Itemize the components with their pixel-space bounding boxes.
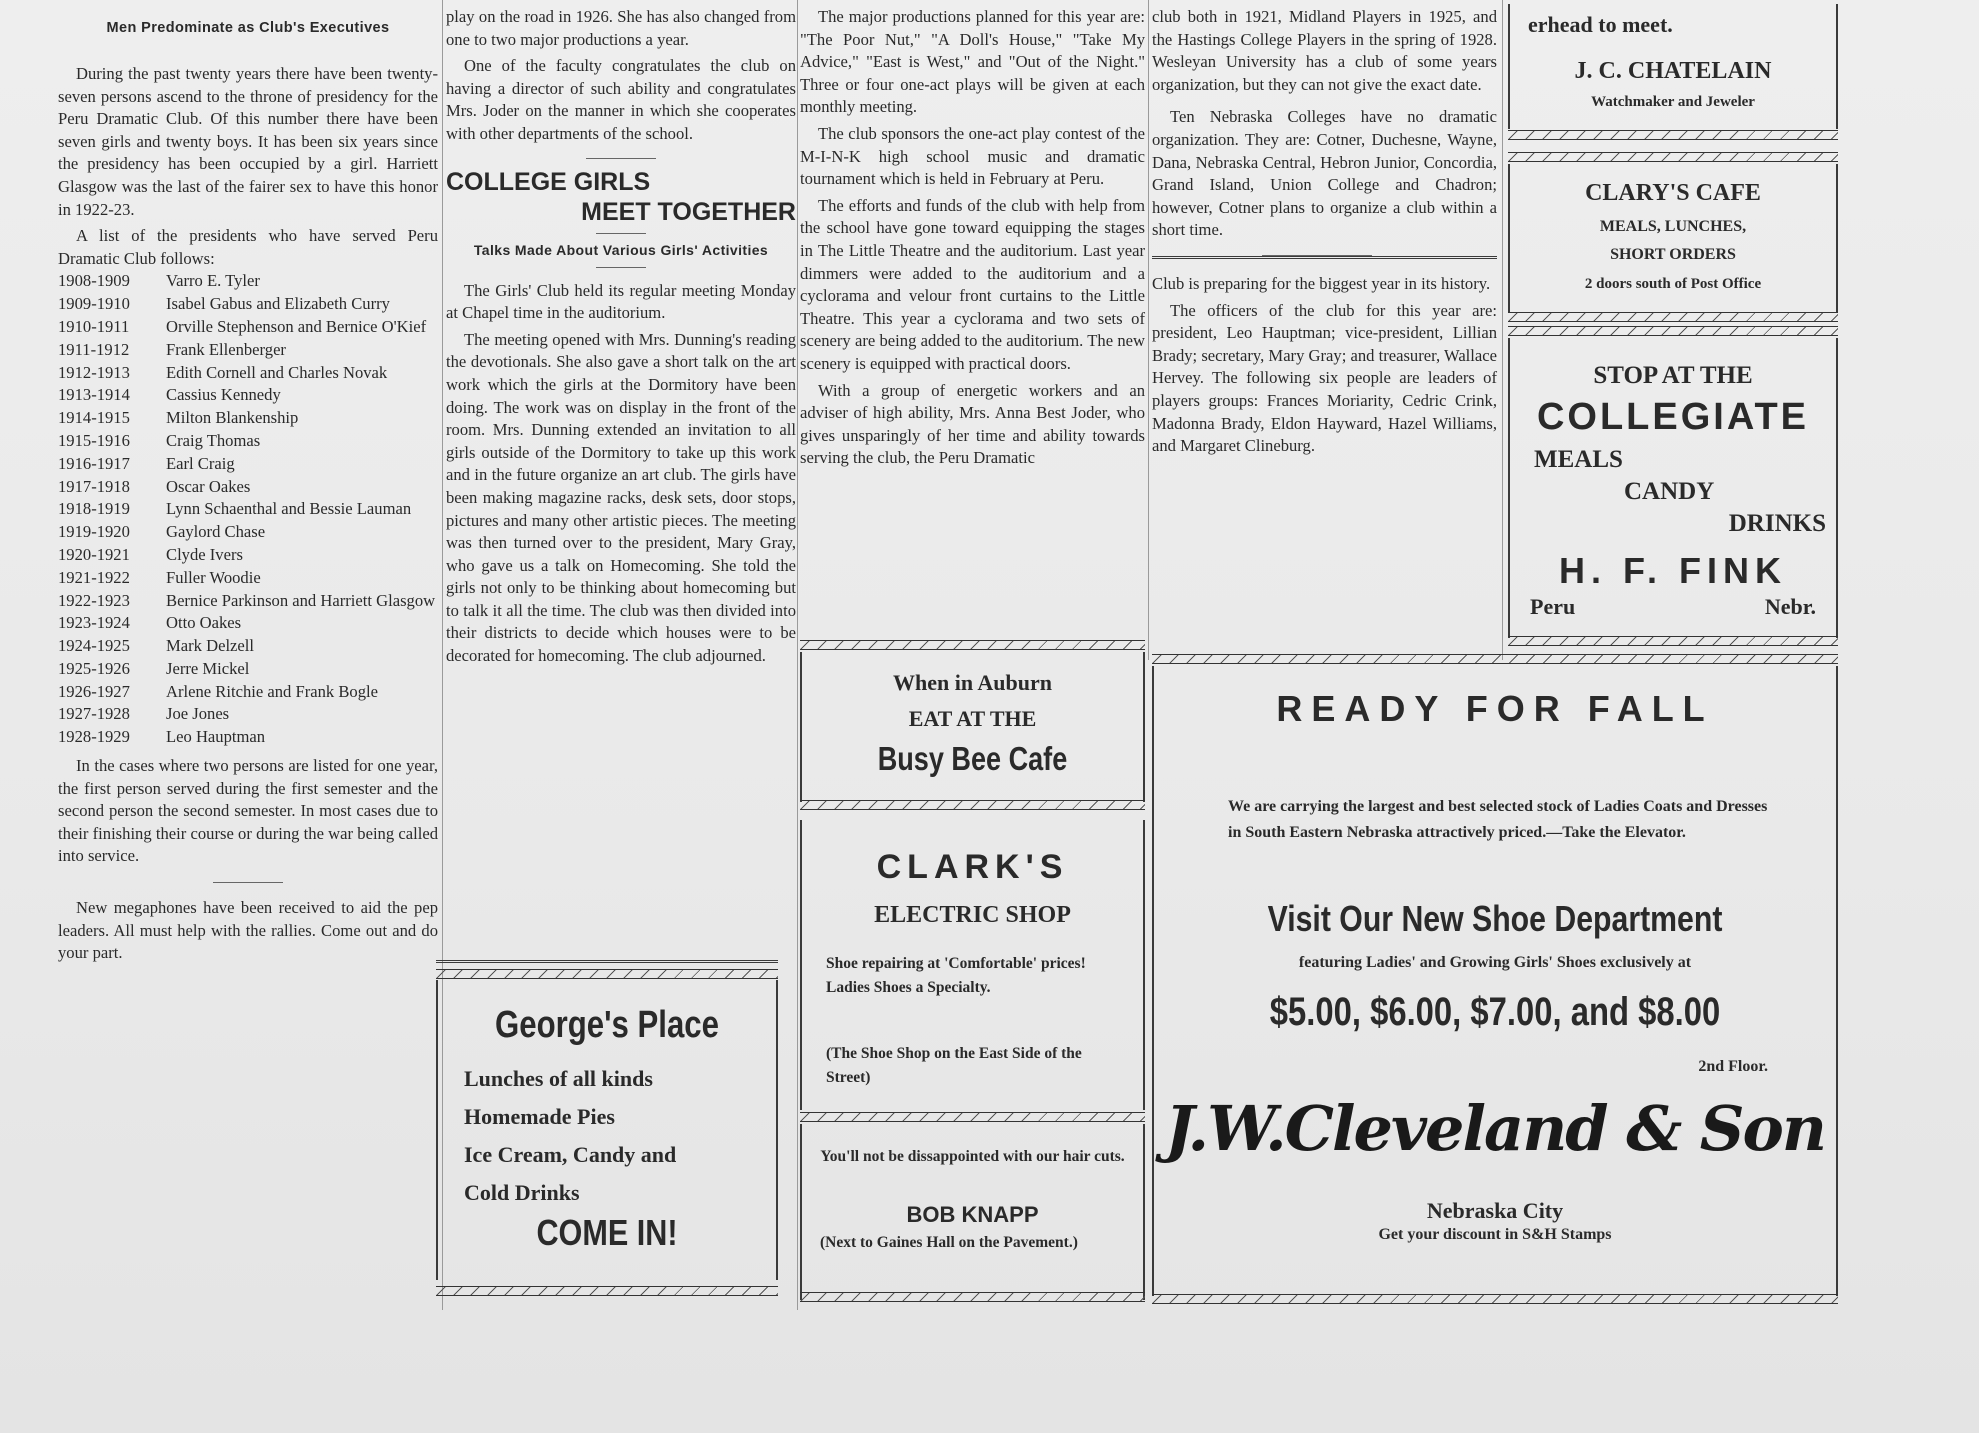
- article-paragraph: Ten Nebraska Colleges have no dramatic organization. They are: Cotner, Duchesne, Wayne, Dana, Nebraska Central, Hebron Junior, Concordia, Grand Island, Union College and Chadron; however, Cotner plans to organize a club within a short time.: [1152, 107, 1497, 240]
- president-name: Varro E. Tyler: [166, 271, 260, 291]
- ad-line: STOP AT THE: [1593, 362, 1753, 389]
- ad-chatelain: [1508, 4, 1838, 139]
- president-name: Orville Stephenson and Bernice O'Kief: [166, 316, 427, 336]
- president-year: 1908-1909: [58, 271, 130, 291]
- president-row: [58, 703, 438, 726]
- president-name: Arlene Ritchie and Frank Bogle: [166, 681, 378, 701]
- article-headline: Men Predominate as Club's Executives: [106, 20, 390, 36]
- ad-border-ornament: [1152, 1294, 1838, 1304]
- president-row: [58, 316, 438, 339]
- ad-name: J. C. CHATELAIN: [1574, 58, 1772, 84]
- article-paragraph: With a group of energetic workers and an adviser of high ability, Mrs. Anna Best Joder, who gives unsparingly of her time and ability towards serving the club, the Peru Dramatic: [800, 380, 1145, 468]
- president-name: Oscar Oakes: [166, 476, 251, 496]
- president-year: 1921-1922: [58, 567, 130, 587]
- column-rule: [797, 0, 798, 1310]
- ad-city: Nebraska City: [1426, 1198, 1564, 1223]
- ad-prices: $5.00, $6.00, $7.00, and $8.00: [1269, 990, 1721, 1034]
- ad-line: CANDY: [1624, 478, 1715, 505]
- president-year: 1919-1920: [58, 522, 130, 542]
- article-paragraph: A list of the presidents who have served Peru Dramatic Club follows:: [58, 226, 438, 268]
- column-4: [1152, 6, 1497, 458]
- ad-border-ornament: [436, 1286, 778, 1296]
- president-year: 1924-1925: [58, 636, 130, 656]
- ad-floor: 2nd Floor.: [1698, 1058, 1768, 1075]
- ad-headline: READY FOR FALL: [1276, 688, 1714, 729]
- president-year: 1923-1924: [58, 613, 130, 633]
- president-year: 1909-1910: [58, 294, 130, 314]
- ad-line: EAT AT THE: [908, 706, 1037, 731]
- ad-title: CLARK'S: [876, 848, 1069, 886]
- president-year: 1927-1928: [58, 704, 130, 724]
- ad-busy-bee: [800, 640, 1145, 815]
- ad-border-ornament: [1152, 654, 1838, 664]
- ad-border-ornament: [1508, 312, 1838, 322]
- article-paragraph: The club sponsors the one-act play contest of the M-I-N-K high school music and dramatic tournament which is held in February at Peru.: [800, 123, 1145, 189]
- ad-name: H. F. FINK: [1559, 550, 1787, 591]
- ad-line: 2 doors south of Post Office: [1584, 276, 1762, 292]
- ad-line: When in Auburn: [893, 670, 1052, 695]
- ad-title: George's Place: [495, 1004, 719, 1046]
- ad-title: COLLEGIATE: [1536, 396, 1810, 438]
- president-name: Leo Hauptman: [166, 727, 266, 747]
- column-rule: [1148, 0, 1149, 660]
- ad-logo: J.W.Cleveland & Son: [1165, 1092, 1825, 1165]
- divider: [586, 158, 656, 159]
- article-paragraph: play on the road in 1926. She has also changed from one to two major productions a year.: [446, 7, 796, 49]
- ad-line: DRINKS: [1728, 510, 1826, 537]
- article-paragraph: The major productions planned for this year are: "The Poor Nut," "A Doll's House," "Take My Advice," "East is West," and "Out of the Night." Three or four one-act plays will be given at each monthly meeting.: [800, 7, 1145, 117]
- president-year: 1928-1929: [58, 727, 130, 747]
- president-year: 1916-1917: [58, 453, 130, 473]
- ad-address: (Next to Gaines Hall on the Pavement.): [820, 1234, 1078, 1251]
- ad-line: SHORT ORDERS: [1610, 246, 1736, 263]
- ad-border-ornament: [1508, 326, 1838, 336]
- president-name: Clyde Ivers: [166, 544, 243, 564]
- article-paragraph: In the cases where two persons are listed for one year, the first person served during the first semester and the second person the second semester. In most cases due to their finishing their course or during the war being called into service.: [58, 756, 438, 866]
- president-row: [58, 726, 438, 749]
- ad-clarks: [800, 820, 1145, 1120]
- divider: [596, 267, 646, 268]
- ad-line: Homemade Pies: [464, 1104, 615, 1129]
- ad-border-top: [436, 960, 778, 963]
- president-year: 1912-1913: [58, 362, 130, 382]
- divider: [1152, 256, 1497, 259]
- president-name: Jerre Mickel: [166, 658, 250, 678]
- ad-line: erhead to meet.: [1528, 12, 1673, 37]
- ad-border-ornament: [800, 800, 1145, 810]
- president-name: Edith Cornell and Charles Novak: [166, 362, 388, 382]
- divider: [213, 882, 283, 883]
- president-row: [58, 567, 438, 590]
- ad-cleveland-son: [1152, 654, 1838, 1314]
- ad-shoe-sub: featuring Ladies' and Growing Girls' Shoes exclusively at: [1298, 954, 1692, 971]
- president-year: 1922-1923: [58, 590, 130, 610]
- president-name: Otto Oakes: [166, 613, 242, 633]
- ad-line: Ice Cream, Candy and: [464, 1142, 677, 1167]
- president-name: Milton Blankenship: [166, 408, 299, 428]
- ad-line: MEALS: [1534, 446, 1623, 473]
- president-row: [58, 407, 438, 430]
- ad-town: Peru: [1530, 594, 1576, 619]
- presidents-list: [58, 270, 438, 749]
- ad-subtitle: ELECTRIC SHOP: [874, 902, 1071, 928]
- ad-border-ornament: [800, 640, 1145, 650]
- ad-border-ornament: [1508, 130, 1838, 140]
- brief-paragraph: New megaphones have been received to aid the pep leaders. All must help with the rallies. Come out and do your part.: [58, 898, 438, 963]
- ad-body: Shoe repairing at 'Comfortable' prices! Ladies Shoes a Specialty.: [826, 955, 1086, 996]
- president-row: [58, 681, 438, 704]
- president-row: [58, 293, 438, 316]
- ad-georges-place: [436, 960, 778, 1304]
- article-paragraph: club both in 1921, Midland Players in 1925, and the Hastings College Players in the spring of 1928. Wesleyan University has a club of some years organization, but they can not give the exact date.: [1152, 7, 1497, 94]
- article-subhead: Talks Made About Various Girls' Activities: [473, 241, 769, 258]
- president-name: Gaylord Chase: [166, 522, 266, 542]
- president-row: [58, 590, 438, 613]
- president-name: Cassius Kennedy: [166, 385, 281, 405]
- ad-state: Nebr.: [1764, 594, 1816, 619]
- ad-shoe-headline: Visit Our New Shoe Department: [1267, 898, 1723, 939]
- president-row: [58, 453, 438, 476]
- ad-bob-knapp: [800, 1112, 1145, 1312]
- ad-note: (The Shoe Shop on the East Side of the Street): [826, 1045, 1082, 1086]
- column-rule: [1502, 0, 1503, 660]
- ad-border-ornament: [436, 969, 778, 979]
- president-row: [58, 339, 438, 362]
- ad-name: BOB KNAPP: [906, 1202, 1039, 1227]
- divider: [1262, 255, 1372, 256]
- divider: [596, 233, 646, 234]
- article-paragraph: The meeting opened with Mrs. Dunning's reading the devotionals. She also gave a short talk on the art work which the girls at the Dormitory have been doing. The work was on display in the front of the room. Mrs. Dunning extended an invitation to all girls outside of the Dormitory to take up this work and in the future organize an art club. The girls have been making magazine racks, desk sets, door stops, pictures and many other artistic pieces. The meeting was then turned over to the president, Mary Gray, who gave us a talk on Homecoming. She told the girls not only to be thinking about homecoming but to talk it all the time. The club was then divided into their districts to decide which houses were to be decorated for homecoming. The club adjourned.: [446, 329, 796, 666]
- president-row: [58, 658, 438, 681]
- ad-clarys-cafe: [1508, 152, 1838, 322]
- president-name: Bernice Parkinson and Harriett Glasgow: [166, 590, 436, 610]
- president-row: [58, 612, 438, 635]
- president-row: [58, 521, 438, 544]
- ad-collegiate: [1508, 326, 1838, 651]
- column-1: [58, 6, 438, 965]
- headline-line-2: MEET TOGETHER: [581, 197, 796, 226]
- ad-border-ornament: [1508, 636, 1838, 646]
- ad-line: Lunches of all kinds: [464, 1066, 653, 1091]
- president-row: [58, 362, 438, 385]
- president-year: 1917-1918: [58, 476, 130, 496]
- column-2: [446, 6, 796, 668]
- president-name: Frank Ellenberger: [166, 339, 286, 359]
- president-row: [58, 635, 438, 658]
- ad-subtitle: Watchmaker and Jeweler: [1591, 94, 1755, 110]
- ad-border-ornament: [1508, 152, 1838, 162]
- ad-border-ornament: [800, 1112, 1145, 1122]
- article-paragraph: One of the faculty congratulates the club on having a director of such ability and congratulates Mrs. Joder on the manner in which she cooperates with other departments of the school.: [446, 56, 796, 143]
- column-3: [800, 6, 1145, 470]
- president-row: [58, 384, 438, 407]
- president-row: [58, 498, 438, 521]
- president-row: [58, 476, 438, 499]
- article-paragraph: The Girls' Club held its regular meeting Monday at Chapel time in the auditorium.: [446, 280, 796, 323]
- president-year: 1913-1914: [58, 385, 130, 405]
- president-row: [58, 430, 438, 453]
- article-paragraph: During the past twenty years there have been twenty-seven persons ascend to the throne of presidency for the Peru Dramatic Club. Of this number there have been seven girls and twenty boys. It has been six years since the presidency has been occupied by a girl. Harriett Glasgow was the last of the fairer sex to have this honor in 1922-23.: [58, 64, 438, 219]
- president-row: [58, 544, 438, 567]
- ad-line: Cold Drinks: [464, 1180, 580, 1205]
- president-year: 1910-1911: [58, 316, 130, 336]
- president-name: Mark Delzell: [166, 636, 255, 656]
- ad-line: You'll not be dissappointed with our hair cuts.: [820, 1148, 1125, 1165]
- president-year: 1911-1912: [58, 339, 130, 359]
- article-paragraph: The officers of the club for this year are: president, Leo Hauptman; vice-president, Lillian Brady; secretary, Mary Gray; and treasurer, Wallace Hervey. The following six people are leaders of players groups: Frances Moriarity, Cedric Crink, Madonna Brady, Eldon Hayward, Hazel Williams, and Margaret Clineburg.: [1152, 300, 1497, 456]
- president-year: 1918-1919: [58, 499, 130, 519]
- president-name: Earl Craig: [166, 453, 235, 473]
- ad-body: We are carrying the largest and best selected stock of Ladies Coats and Dresses in South Eastern Nebraska attractively priced.—Take the Elevator.: [1228, 798, 1768, 841]
- ad-footer: Get your discount in S&H Stamps: [1378, 1226, 1612, 1243]
- ad-title: CLARY'S CAFE: [1585, 180, 1761, 206]
- president-row: [58, 270, 438, 293]
- ad-cta: COME IN!: [536, 1212, 678, 1253]
- president-year: 1914-1915: [58, 408, 130, 428]
- headline-line-1: COLLEGE GIRLS: [446, 167, 651, 196]
- president-name: Fuller Woodie: [166, 567, 261, 587]
- president-year: 1920-1921: [58, 544, 130, 564]
- president-name: Joe Jones: [166, 704, 230, 724]
- president-name: Lynn Schaenthal and Bessie Lauman: [166, 499, 412, 519]
- ad-title: Busy Bee Cafe: [877, 740, 1068, 777]
- article-paragraph: Club is preparing for the biggest year in its history.: [1152, 273, 1491, 293]
- ad-line: MEALS, LUNCHES,: [1599, 218, 1747, 235]
- president-name: Isabel Gabus and Elizabeth Curry: [166, 294, 390, 314]
- president-year: 1915-1916: [58, 430, 130, 450]
- president-year: 1926-1927: [58, 681, 130, 701]
- article-paragraph: The efforts and funds of the club with help from the school have gone toward equipping the stages in The Little Theatre and the auditorium. Last year dimmers were added to the auditorium and a cyclorama and velour front curtains to the Little Theatre. This year a cyclorama and two sets of scenery are being added to the auditorium. The new scenery is equipped with practical doors.: [800, 195, 1145, 373]
- ad-border-ornament: [800, 1292, 1145, 1302]
- president-name: Craig Thomas: [166, 430, 261, 450]
- president-year: 1925-1926: [58, 658, 130, 678]
